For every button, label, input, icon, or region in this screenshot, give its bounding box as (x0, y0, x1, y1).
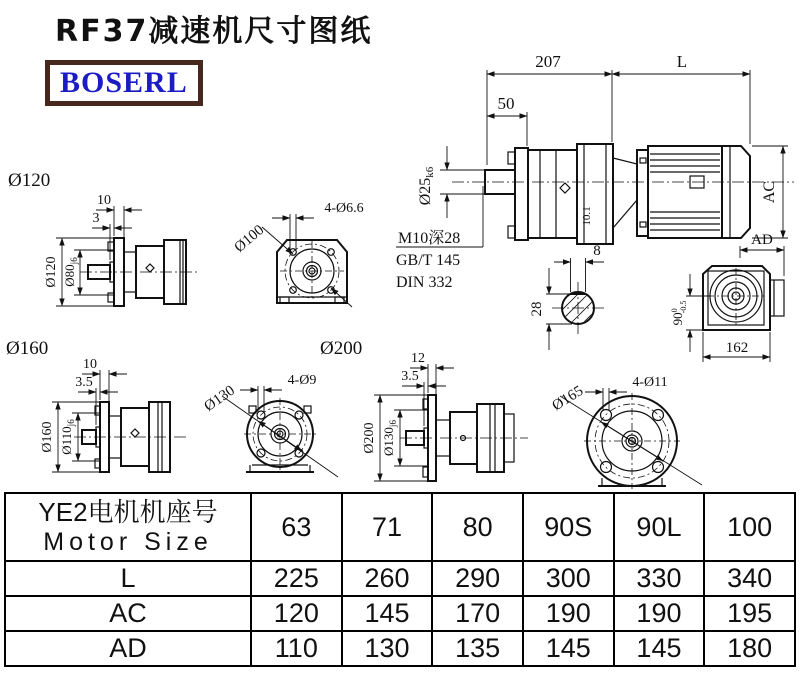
dim-inner-label: 10.1 (581, 206, 593, 226)
f120-spigot-value: Ø80 (62, 264, 77, 287)
dim-f200-spigot-label (381, 420, 398, 456)
shaft-thread-note (396, 186, 483, 291)
dim-90-label (670, 301, 688, 326)
dim-f130-holes-label: 4-Ø9 (287, 373, 317, 388)
dim-f160-spigot-label (59, 419, 76, 455)
cell-value: 340 (704, 561, 795, 596)
dim-shaft-diameter-label (417, 166, 436, 205)
table-row-AD (5, 631, 795, 666)
dim-f200-12-label: 12 (411, 351, 425, 366)
cell-value: 145 (523, 631, 614, 666)
dim-AC-label: AC (761, 180, 778, 204)
gearbox-housing (528, 144, 613, 244)
cell-value: 145 (614, 631, 705, 666)
row-label: AC (5, 596, 251, 631)
dim-f120-10-label: 10 (97, 193, 111, 208)
motor-size-col: 71 (342, 493, 433, 561)
cell-value: 145 (342, 596, 433, 631)
flange-100-front-view (232, 201, 364, 307)
motor-end-view-ad (670, 232, 784, 362)
row-label: AD (5, 631, 251, 666)
dim-AD (740, 232, 784, 276)
motor-size-table (4, 492, 796, 667)
cell-value: 300 (523, 561, 614, 596)
cell-value: 330 (614, 561, 705, 596)
cell-value: 190 (614, 596, 705, 631)
page-title: RF37减速机尺寸图纸 (55, 14, 373, 49)
dim-f160-od-label: Ø160 (40, 421, 55, 453)
dim-f130-bcd-label: Ø130 (201, 382, 238, 415)
dim-f100-bcd-label: Ø100 (231, 222, 268, 256)
dim-90-sub: -0.5 (679, 300, 688, 314)
row-label: L (5, 561, 251, 596)
flange-160-side-view (6, 338, 186, 472)
shaft-tol-text: k6 (424, 166, 436, 178)
dim-f160-35-label: 3.5 (75, 375, 93, 390)
brand-logo-text: BOSERL (60, 66, 188, 99)
output-flange (515, 148, 528, 240)
cell-value: 290 (432, 561, 523, 596)
flange-130-front-view (201, 338, 362, 477)
cell-value: 110 (251, 631, 342, 666)
motor-size-col: 100 (704, 493, 795, 561)
dim-f200-12 (410, 351, 454, 418)
dim-f120-10 (96, 193, 142, 244)
dim-f165-bcd (550, 383, 702, 485)
motor-fan-cover (722, 146, 750, 238)
shaft-key-cross-section (529, 243, 604, 350)
f200-spigot-tol: j6 (388, 420, 398, 428)
table-header-row (5, 493, 795, 561)
dim-key-height-label: 28 (529, 301, 545, 317)
dim-f200-35 (401, 369, 446, 426)
f160-spigot-value: Ø110 (59, 426, 74, 455)
f160-spigot-tol: j6 (66, 419, 76, 427)
dim-key-width (554, 243, 604, 292)
dim-AD-label: AD (751, 232, 773, 248)
dim-f200-od-label: Ø200 (362, 422, 377, 454)
dim-f120-spigot-label (62, 257, 79, 287)
cell-value: 225 (251, 561, 342, 596)
terminal-box (770, 280, 784, 316)
dim-key-width-label: 8 (593, 243, 601, 259)
cell-value: 170 (432, 596, 523, 631)
f120-spigot-tol: j6 (69, 257, 79, 265)
dim-90-sup: 0 (670, 308, 679, 313)
dim-90-value: 90 (670, 312, 685, 326)
cell-value: 190 (523, 596, 614, 631)
flange-120-side-view (8, 170, 198, 306)
dim-f160-35 (75, 375, 118, 425)
flange-160-title: Ø160 (6, 338, 49, 359)
motor-size-col: 90S (523, 493, 614, 561)
motor-size-col: 63 (251, 493, 342, 561)
note-din: DIN 332 (396, 274, 453, 291)
motor (613, 146, 750, 238)
dim-f100-bcd (232, 222, 352, 307)
dim-f200-35-label: 3.5 (401, 369, 419, 384)
motor-size-col: 80 (432, 493, 523, 561)
shaft-dia-text: Ø25 (417, 177, 434, 206)
cell-value: 260 (342, 561, 433, 596)
dim-162 (703, 332, 770, 362)
table-row-L (5, 561, 795, 596)
note-thread: M10深28 (398, 230, 461, 247)
dim-f120-od-label: Ø120 (44, 256, 59, 288)
f200-spigot-value: Ø130 (381, 427, 396, 456)
dim-50-label: 50 (497, 94, 515, 113)
flange-165-front-view (550, 375, 702, 489)
dim-f120-3 (92, 211, 132, 260)
cell-value: 195 (704, 596, 795, 631)
flange-200-side-view (362, 351, 528, 481)
dim-207-label: 207 (535, 52, 561, 71)
table-row-AC (5, 596, 795, 631)
note-gbt: GB/T 145 (396, 252, 461, 269)
dim-162-label: 162 (725, 340, 749, 356)
flange-120-title: Ø120 (8, 170, 51, 191)
dim-f160-10-label: 10 (83, 357, 97, 372)
dim-f165-bcd-label: Ø165 (549, 382, 587, 415)
motor-size-col: 90L (614, 493, 705, 561)
cell-value: 135 (432, 631, 523, 666)
flange-200-title: Ø200 (320, 338, 363, 359)
dim-f120-3-label: 3 (92, 211, 100, 226)
header-motor-size-cn: YE2电机机座号 (38, 497, 218, 527)
dim-f165-holes-label: 4-Ø11 (632, 375, 668, 390)
dim-50 (487, 94, 527, 146)
cell-value: 180 (704, 631, 795, 666)
dim-f100-holes-label: 4-Ø6.6 (324, 201, 364, 216)
dim-AC (752, 146, 788, 238)
header-motor-size-en: Motor Size (43, 528, 213, 556)
dim-key-height (529, 268, 572, 350)
table-header-motor-size (5, 493, 251, 561)
cell-value: 130 (342, 631, 433, 666)
dim-L (612, 52, 750, 144)
cell-value: 120 (251, 596, 342, 631)
dim-f130-bcd (201, 383, 338, 477)
dim-f165-holes (585, 375, 668, 411)
dim-L-label: L (676, 52, 688, 71)
